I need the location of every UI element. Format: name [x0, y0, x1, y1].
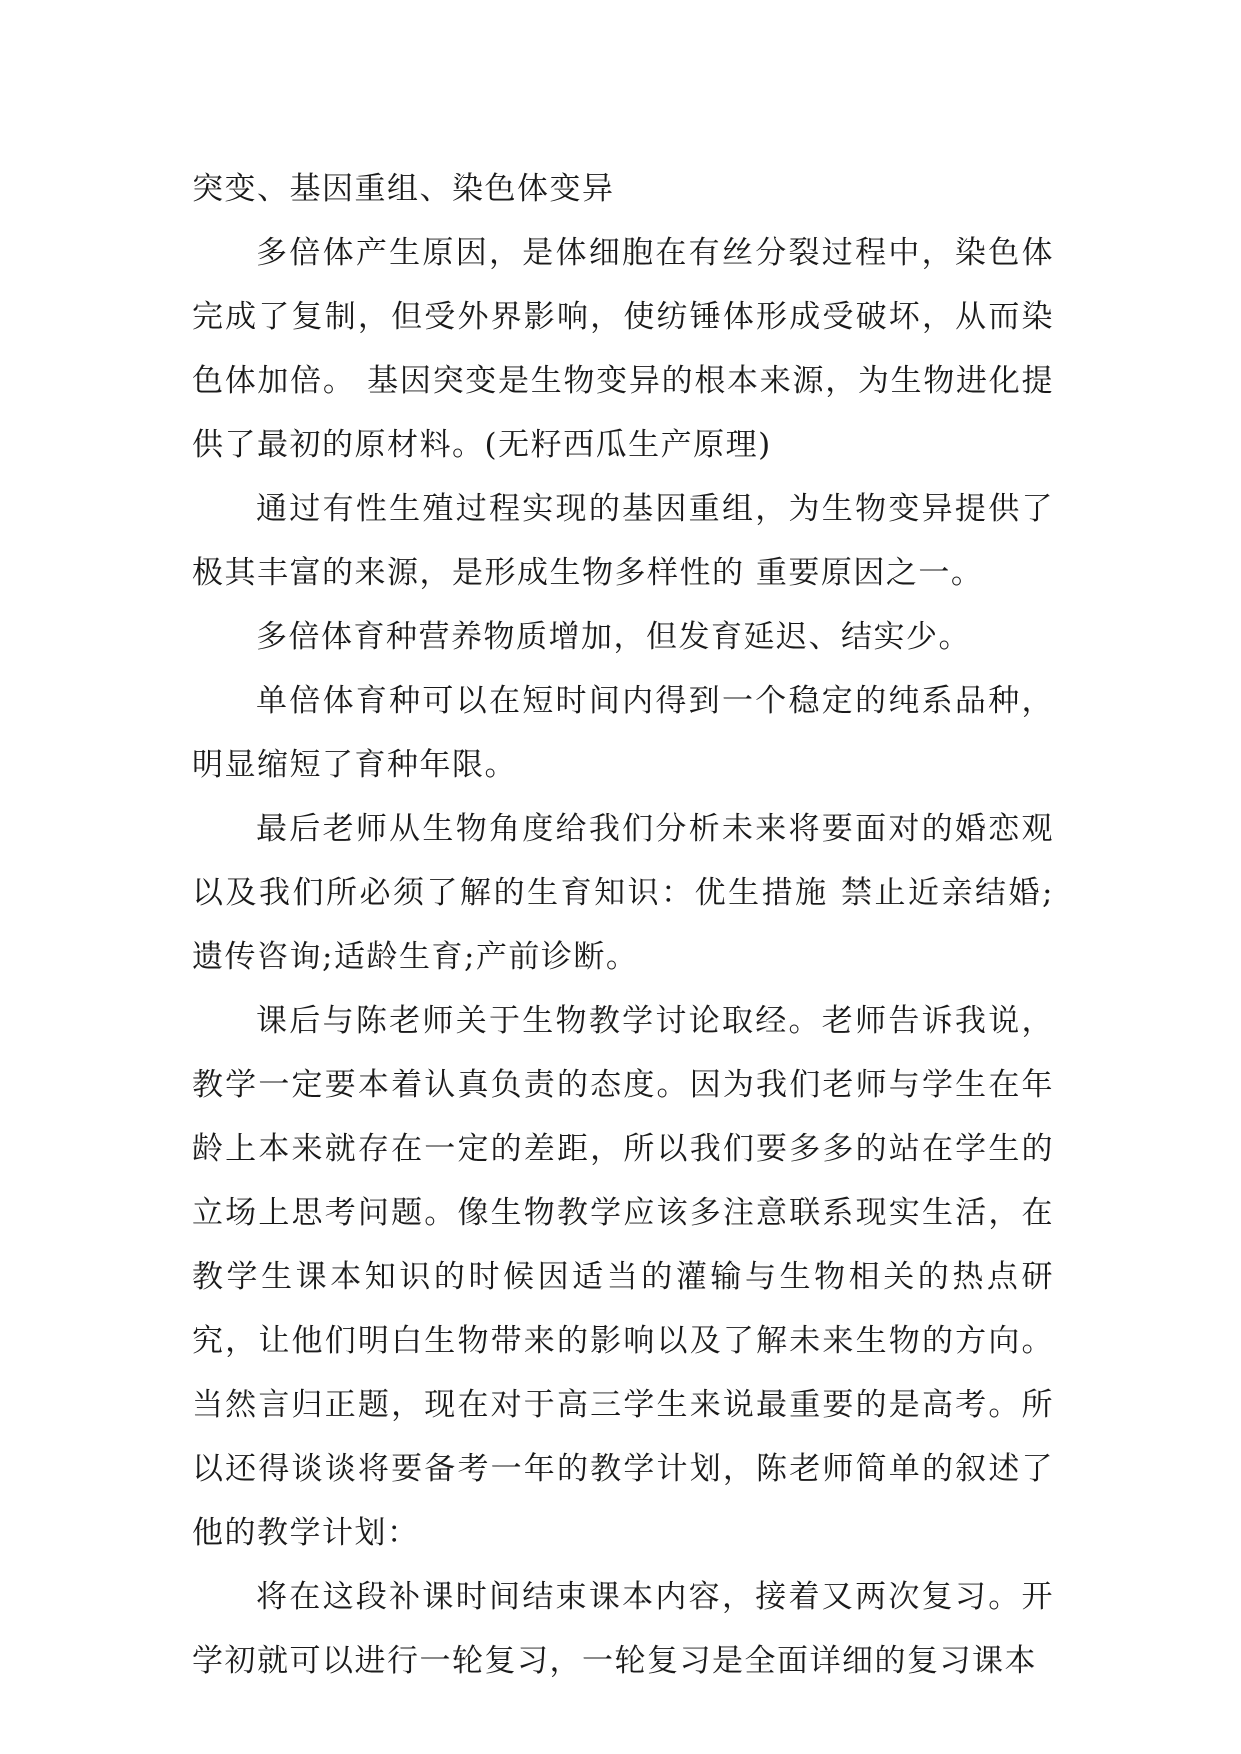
document-page [192, 157, 1054, 1693]
paragraph-haploid-breeding: 单倍体育种可以在短时间内得到一个稳定的纯系品种，明显缩短了育种年限。 [192, 683, 1054, 783]
paragraph-eugenics-knowledge: 最后老师从生物角度给我们分析未来将要面对的婚恋观以及我们所必须了解的生育知识：优生措施 禁止近亲结婚;遗传咨询;适龄生育;产前诊断。 [192, 811, 1054, 975]
paragraph-gene-recombination: 通过有性生殖过程实现的基因重组，为生物变异提供了极其丰富的来源，是形成生物多样性的 重要原因之一。 [192, 491, 1054, 591]
paragraph-review-plan: 将在这段补课时间结束课本内容，接着又两次复习。开学初就可以进行一轮复习，一轮复习是全面详细的复习课本 [192, 1579, 1054, 1679]
paragraph-polyploid-breeding: 多倍体育种营养物质增加，但发育延迟、结实少。 [256, 619, 971, 655]
paragraph-polyploid-cause: 多倍体产生原因，是体细胞在有丝分裂过程中，染色体完成了复制，但受外界影响，使纺锤体形成受破坏，从而染色体加倍。 基因突变是生物变异的根本来源，为生物进化提供了最初的原材料。(无籽西瓜生产原理) [192, 235, 1054, 463]
paragraph-teaching-discussion: 课后与陈老师关于生物教学讨论取经。老师告诉我说，教学一定要本着认真负责的态度。因为我们老师与学生在年龄上本来就存在一定的差距，所以我们要多多的站在学生的立场上思考问题。像生物教学应该多注意联系现实生活，在教学生课本知识的时候因适当的灌输与生物相关的热点研究，让他们明白生物带来的影响以及了解未来生物的方向。当然言归正题，现在对于高三学生来说最重要的是高考。所以还得谈谈将要备考一年的教学计划，陈老师简单的叙述了他的教学计划： [192, 1003, 1054, 1551]
paragraph-mutation-types: 突变、基因重组、染色体变异 [192, 171, 615, 207]
